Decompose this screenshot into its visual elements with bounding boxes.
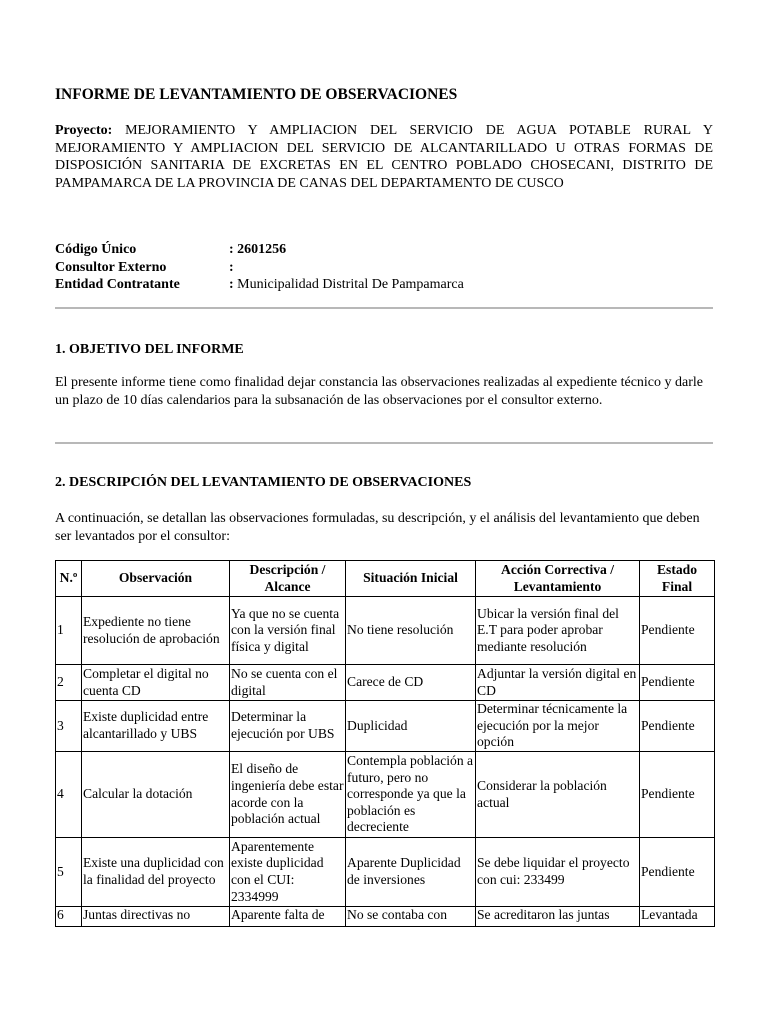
project-name: MEJORAMIENTO Y AMPLIACION DEL SERVICIO DE AGUA POTABLE RURAL Y MEJORAMIENTO Y AMPLIACION DEL SERVICIO DE ALCANTARILLADO U OTRAS FORMAS DE DISPOSICIÓN SANITARIA DE EXCRETAS EN EL CENTRO POBLADO CHOSECANI, DISTRITO DE PAMPAMARCA DE LA PROVINCIA DE CANAS DEL DEPARTAMENTO DE CUSCO: [55, 123, 713, 191]
cell-descripcion: Determinar la ejecución por UBS: [230, 701, 346, 752]
header-observacion: Observación: [82, 561, 230, 597]
project-label: Proyecto:: [55, 123, 113, 138]
table-row: [56, 752, 715, 838]
cell-estado: Pendiente: [640, 752, 715, 838]
cell-estado: Pendiente: [640, 665, 715, 701]
table-row: [56, 701, 715, 752]
header-n: N.º: [56, 561, 82, 597]
cell-n: 5: [56, 838, 82, 907]
cell-situacion: Contempla población a futuro, pero no corresponde ya que la población es decreciente: [346, 752, 476, 838]
cell-situacion: Aparente Duplicidad de inversiones: [346, 838, 476, 907]
header-accion: Acción Correctiva / Levantamiento: [476, 561, 640, 597]
cell-descripcion: No se cuenta con el digital: [230, 665, 346, 701]
cell-accion: Se debe liquidar el proyecto con cui: 233499: [476, 838, 640, 907]
cell-descripcion: Aparentemente existe duplicidad con el CUI: 2334999: [230, 838, 346, 907]
section1-text: El presente informe tiene como finalidad dejar constancia las observaciones realizadas al expediente técnico y darle un plazo de 10 días calendarios para la subsanación de las observaciones por el consultor externo.: [55, 375, 703, 408]
consultor-value: :: [229, 259, 234, 275]
cell-estado: Pendiente: [640, 838, 715, 907]
cell-accion: Ubicar la versión final del E.T para poder aprobar mediante resolución: [476, 597, 640, 665]
section1-heading: 1. OBJETIVO DEL INFORME: [55, 342, 244, 357]
entidad-label: Entidad Contratante: [55, 277, 180, 292]
cell-observacion: Expediente no tiene resolución de aprobación: [82, 597, 230, 665]
section2-text: A continuación, se detallan las observaciones formuladas, su descripción, y el análisis del levantamiento que deben ser levantados por el consultor:: [55, 511, 700, 544]
cell-accion: Determinar técnicamente la ejecución por la mejor opción: [476, 701, 640, 752]
info-block: [55, 241, 464, 294]
cell-situacion: Duplicidad: [346, 701, 476, 752]
table-row: [56, 665, 715, 701]
cell-n: 1: [56, 597, 82, 665]
header-estado: Estado Final: [640, 561, 715, 597]
consultor-label: Consultor Externo: [55, 259, 167, 275]
cell-estado: Levantada: [640, 907, 715, 927]
document-title: INFORME DE LEVANTAMIENTO DE OBSERVACIONES: [55, 86, 458, 103]
cell-observacion: Calcular la dotación: [82, 752, 230, 838]
cell-observacion: Completar el digital no cuenta CD: [82, 665, 230, 701]
cell-n: 4: [56, 752, 82, 838]
cell-observacion: Existe duplicidad entre alcantarillado y UBS: [82, 701, 230, 752]
table-header-row: [56, 561, 715, 597]
info-row-consultor: [55, 259, 464, 277]
table-row: [56, 597, 715, 665]
cell-situacion: Carece de CD: [346, 665, 476, 701]
divider: [55, 442, 713, 444]
cell-observacion: Juntas directivas no: [82, 907, 230, 927]
cell-situacion: No se contaba con: [346, 907, 476, 927]
cell-estado: Pendiente: [640, 701, 715, 752]
cell-n: 6: [56, 907, 82, 927]
cell-accion: Considerar la población actual: [476, 752, 640, 838]
cell-situacion: No tiene resolución: [346, 597, 476, 665]
table-row: [56, 907, 715, 927]
entidad-value: Municipalidad Distrital De Pampamarca: [233, 277, 464, 292]
cell-n: 2: [56, 665, 82, 701]
cell-accion: Se acreditaron las juntas: [476, 907, 640, 927]
codigo-value: : 2601256: [229, 242, 287, 257]
cell-descripcion: El diseño de ingeniería debe estar acorde con la población actual: [230, 752, 346, 838]
divider: [55, 307, 713, 309]
cell-descripcion: Ya que no se cuenta con la versión final física y digital: [230, 597, 346, 665]
cell-accion: Adjuntar la versión digital en CD: [476, 665, 640, 701]
cell-estado: Pendiente: [640, 597, 715, 665]
info-row-entidad: [55, 276, 464, 294]
cell-n: 3: [56, 701, 82, 752]
codigo-label: Código Único: [55, 242, 137, 257]
entidad-colon: :: [229, 277, 234, 292]
section2-heading: 2. DESCRIPCIÓN DEL LEVANTAMIENTO DE OBSERVACIONES: [55, 475, 472, 490]
header-descripcion: Descripción / Alcance: [230, 561, 346, 597]
cell-observacion: Existe una duplicidad con la finalidad del proyecto: [82, 838, 230, 907]
cell-descripcion: Aparente falta de: [230, 907, 346, 927]
observations-table: [55, 560, 715, 927]
table-row: [56, 838, 715, 907]
project-paragraph: [55, 122, 713, 192]
header-situacion: Situación Inicial: [346, 561, 476, 597]
info-row-codigo: [55, 241, 464, 259]
